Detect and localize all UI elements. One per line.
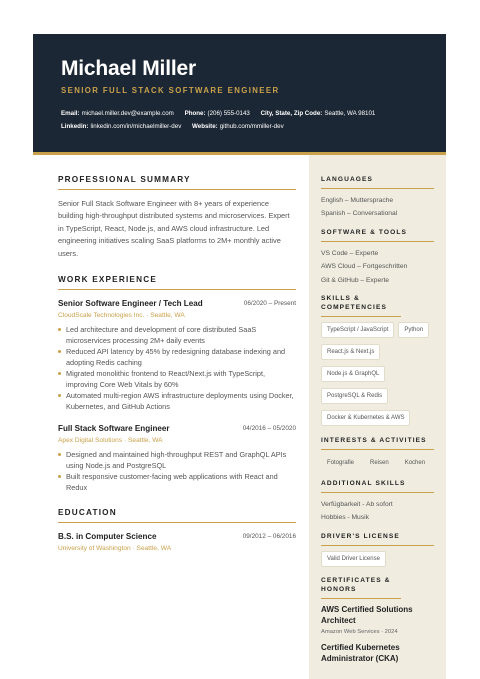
website-value[interactable]: github.com/mmiller-dev [219,123,284,130]
linkedin-value[interactable]: linkedin.com/in/michaelmiller-dev [90,123,182,130]
job-bullet: Led architecture and development of core distributed SaaS microservices processing 2M+ daily events [58,324,296,346]
job-bullets [58,324,296,413]
software-title: SOFTWARE & TOOLS [321,228,434,242]
job-dates: 04/2016 – 05/2020 [242,425,296,433]
job-entry [58,423,296,493]
license-section [321,532,434,567]
candidate-name: Michael Miller [61,57,196,80]
job-bullets [58,449,296,493]
job-bullet: Automated multi-region AWS infrastructure deployments using Docker, Kubernetes, and GitHub Actions [58,390,296,412]
job-company: CloudScale Technologies Inc. · Seattle, WA [58,311,185,319]
languages-section [321,175,434,221]
address-label: City, State, Zip Code: [260,110,323,117]
license-title: DRIVER'S LICENSE [321,532,434,546]
job-title: Full Stack Software Engineer [58,424,170,434]
skill-tag: Node.js & GraphQL [321,366,385,382]
skill-tag: Python [398,322,429,338]
phone-value: (206) 555-0143 [207,110,250,117]
interests-section [321,436,434,471]
cert-name: Certified Kubernetes Administrator (CKA) [321,642,400,664]
skills-tags [321,322,434,426]
software-item: VS Code – Experte [321,249,379,257]
phone-label: Phone: [184,110,206,117]
language-item: Spanish – Conversational [321,210,398,218]
skills-section [321,294,434,426]
candidate-role: SENIOR FULL STACK SOFTWARE ENGINEER [61,86,280,95]
contact-row-2 [61,120,418,133]
job-bullet: Built responsive customer-facing web applications with React and Redux [58,471,296,493]
language-item: English – Muttersprache [321,197,394,204]
summary-section [58,175,296,260]
license-tag: Valid Driver License [321,551,386,567]
skills-title: SKILLS & COMPETENCIES [321,294,401,317]
interest-tag: Fotografie [327,460,355,467]
languages-title: LANGUAGES [321,175,434,189]
website-label: Website: [192,123,218,130]
experience-section [58,275,296,493]
job-header [58,298,296,311]
additional-title: ADDITIONAL SKILLS [321,479,434,493]
contact-info [61,107,418,133]
skill-tag: Docker & Kubernetes & AWS [321,410,410,426]
job-entry [58,298,296,412]
interest-tag: Reisen [370,460,389,467]
experience-title: WORK EXPERIENCE [58,275,296,290]
school-name: University of Washington · Seattle, WA [58,544,172,552]
education-header [58,531,296,544]
software-item: Git & GitHub – Experte [321,276,390,284]
resume-header [33,34,446,152]
contact-row-1 [61,107,418,120]
job-bullet: Designed and maintained high-throughput REST and GraphQL APIs using Node.js and PostgreSQL [58,449,296,471]
education-section [58,508,296,552]
email-value[interactable]: michael.miller.dev@example.com [81,110,174,117]
job-bullet: Migrated monolithic frontend to React/Next.js with TypeScript, improving Core Web Vitals by 60% [58,368,296,390]
degree-name: B.S. in Computer Science [58,532,157,542]
additional-section [321,479,434,525]
skill-tag: TypeScript / JavaScript [321,322,394,338]
certs-section [321,576,434,665]
interest-tag: Kochen [404,460,426,467]
resume-page [33,34,446,679]
education-title: EDUCATION [58,508,296,523]
additional-item: Hobbies - Musik [321,514,369,522]
license-tags [321,551,434,567]
cert-name: AWS Certified Solutions Architect [321,604,413,626]
interests-title: INTERESTS & ACTIVITIES [321,436,434,450]
interests-tags [321,455,434,471]
summary-text: Senior Full Stack Software Engineer with 8+ years of experience building high-throughput distributed systems and microservices. Expert in TypeScript, React, Node.js, and AWS cloud infrastructure. Led engineering initiatives scaling SaaS platforms to 2M+ monthly active users. [58,199,290,258]
job-company: Apex Digital Solutions · Seattle, WA [58,436,163,444]
sidebar [309,155,446,679]
skill-tag: React.js & Next.js [321,344,380,360]
job-bullet: Reduced API latency by 45% by redesigning database indexing and adopting Redis caching [58,346,296,368]
job-title: Senior Software Engineer / Tech Lead [58,299,203,309]
additional-item: Verfügbarkeit - Ab sofort [321,501,393,509]
email-label: Email: [61,110,80,117]
job-dates: 06/2020 – Present [243,300,296,308]
certs-title: CERTIFICATES & HONORS [321,576,401,599]
main-column [33,155,306,679]
skill-tag: PostgreSQL & Redis [321,388,388,404]
cert-org: Amazon Web Services · 2024 [321,628,398,635]
summary-title: PROFESSIONAL SUMMARY [58,175,296,190]
job-header [58,423,296,436]
software-item: AWS Cloud – Fortgeschritten [321,263,408,271]
software-section [321,228,434,287]
address-value: Seattle, WA 98101 [324,110,376,117]
linkedin-label: Linkedin: [61,123,89,130]
education-dates: 09/2012 – 06/2016 [242,533,296,541]
